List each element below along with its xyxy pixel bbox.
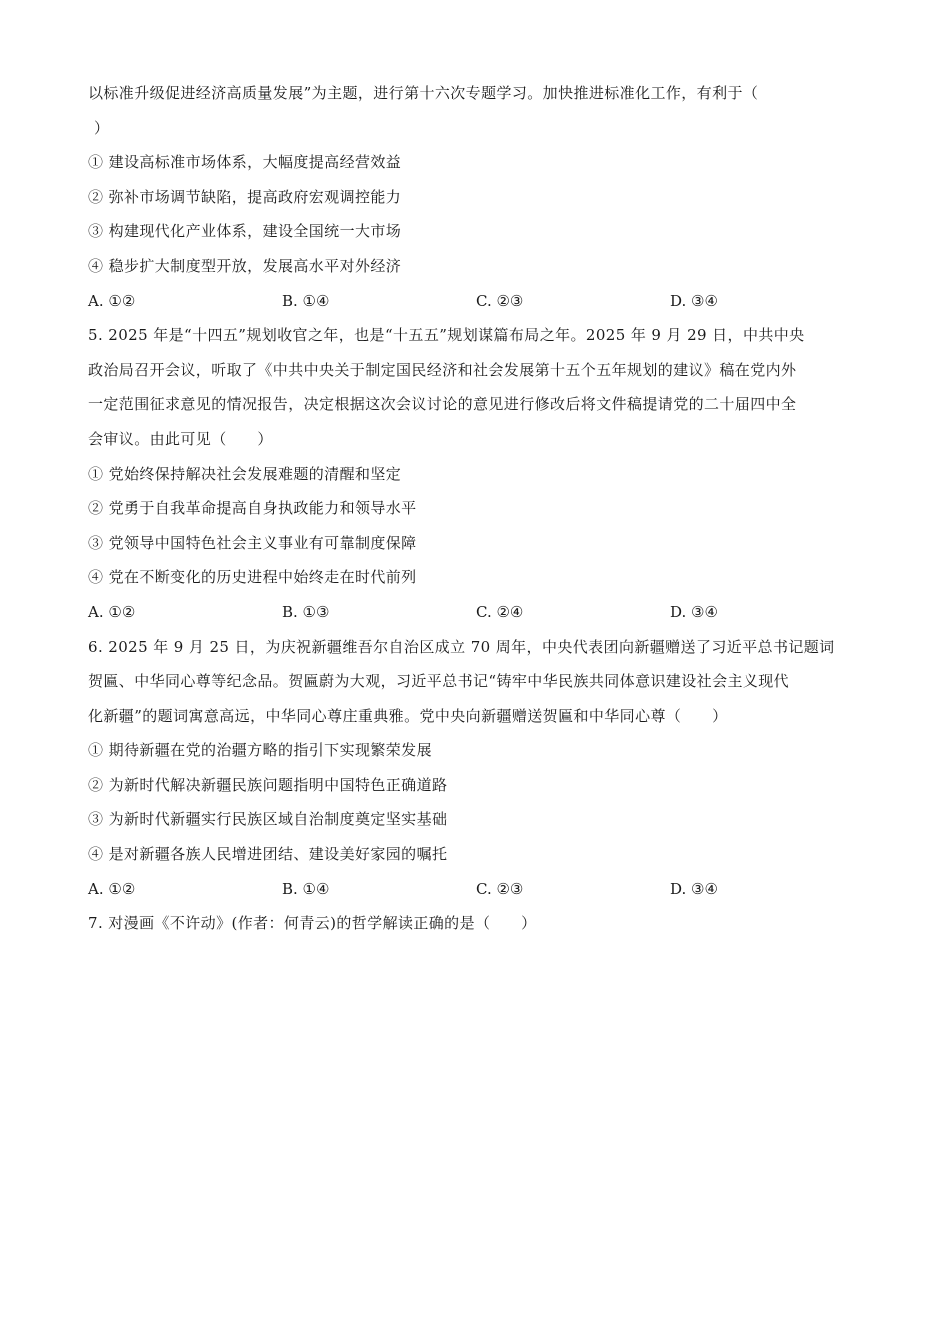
question-6 bbox=[88, 630, 868, 907]
answer-options bbox=[88, 284, 868, 319]
question-stem-line: 政治局召开会议，听取了《中共中央关于制定国民经济和社会发展第十五个五年规划的建议》稿在党内外 bbox=[88, 360, 797, 379]
question-stem-line: 5. 2025 年是“十四五”规划收官之年，也是“十五五”规划谋篇布局之年。2025 年 9 月 29 日，中共中央 bbox=[88, 326, 805, 345]
question-stem-line: 一定范围征求意见的情况报告，决定根据这次会议讨论的意见进行修改后将文件稿提请党的二十届四中全 bbox=[88, 395, 797, 414]
document-page bbox=[88, 76, 868, 941]
question-7 bbox=[88, 906, 868, 941]
option-c: C. ②④ bbox=[476, 602, 524, 621]
option-c: C. ②③ bbox=[476, 291, 524, 310]
option-b: B. ①③ bbox=[282, 602, 330, 621]
statement-item: ① 期待新疆在党的治疆方略的指引下实现繁荣发展 bbox=[88, 741, 432, 760]
question-stem-line: ） bbox=[94, 118, 110, 137]
option-b: B. ①④ bbox=[282, 291, 330, 310]
statement-item: ③ 构建现代化产业体系，建设全国统一大市场 bbox=[88, 222, 402, 241]
question-stem-line: 7. 对漫画《不许动》(作者：何青云)的哲学解读正确的是（ ） bbox=[88, 914, 537, 933]
statement-item: ① 党始终保持解决社会发展难题的清醒和坚定 bbox=[88, 464, 402, 483]
question-stem-line: 以标准升级促进经济高质量发展”为主题，进行第十六次专题学习。加快推进标准化工作，有利于（ bbox=[88, 84, 759, 102]
option-b: B. ①④ bbox=[282, 879, 330, 898]
question-stem-line: 化新疆”的题词寓意高远，中华同心尊庄重典雅。党中央向新疆赠送贺匾和中华同心尊（ ） bbox=[88, 706, 728, 725]
statement-item: ④ 是对新疆各族人民增进团结、建设美好家园的嘱托 bbox=[88, 845, 448, 864]
question-5 bbox=[88, 318, 868, 629]
question-stem-line: 贺匾、中华同心尊等纪念品。贺匾蔚为大观，习近平总书记“铸牢中华民族共同体意识建设社会主义现代 bbox=[88, 672, 790, 691]
statement-item: ④ 党在不断变化的历史进程中始终走在时代前列 bbox=[88, 568, 417, 587]
statement-item: ④ 稳步扩大制度型开放，发展高水平对外经济 bbox=[88, 256, 402, 275]
statement-item: ② 为新时代解决新疆民族问题指明中国特色正确道路 bbox=[88, 775, 448, 794]
statement-item: ② 党勇于自我革命提高自身执政能力和领导水平 bbox=[88, 499, 417, 518]
option-d: D. ③④ bbox=[670, 879, 718, 898]
statement-item: ③ 为新时代新疆实行民族区域自治制度奠定坚实基础 bbox=[88, 810, 448, 829]
option-d: D. ③④ bbox=[670, 291, 718, 310]
option-a: A. ①② bbox=[88, 602, 136, 621]
option-d: D. ③④ bbox=[670, 602, 718, 621]
option-c: C. ②③ bbox=[476, 879, 524, 898]
statement-item: ② 弥补市场调节缺陷，提高政府宏观调控能力 bbox=[88, 187, 402, 206]
question-4 bbox=[88, 76, 868, 318]
option-a: A. ①② bbox=[88, 879, 136, 898]
statement-item: ① 建设高标准市场体系，大幅度提高经营效益 bbox=[88, 153, 402, 172]
option-a: A. ①② bbox=[88, 291, 136, 310]
question-stem-line: 6. 2025 年 9 月 25 日，为庆祝新疆维吾尔自治区成立 70 周年，中央代表团向新疆赠送了习近平总书记题词 bbox=[88, 637, 835, 656]
statement-item: ③ 党领导中国特色社会主义事业有可靠制度保障 bbox=[88, 533, 417, 552]
answer-options bbox=[88, 872, 868, 907]
question-stem-line: 会审议。由此可见（ ） bbox=[88, 429, 273, 448]
answer-options bbox=[88, 595, 868, 630]
